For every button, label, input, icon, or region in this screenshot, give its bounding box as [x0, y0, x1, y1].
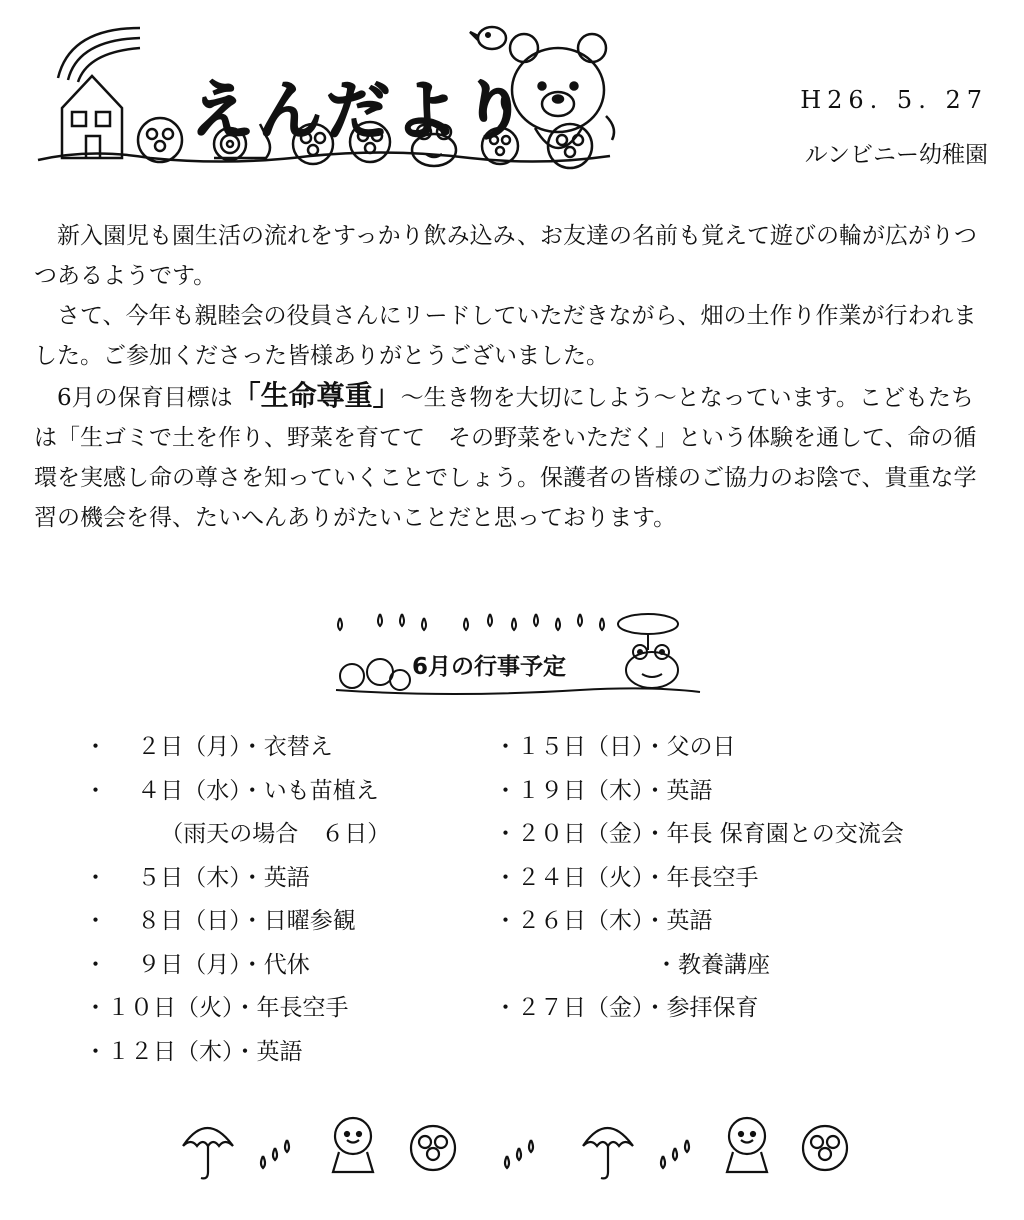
hydrangea-icon: [411, 1126, 455, 1170]
schedule-item: ・ ８日（日）・日曜参観: [84, 908, 356, 934]
raindrop-icon: [338, 614, 604, 630]
raindrops-icon: [505, 1140, 533, 1168]
teru-teru-bozu-icon: [333, 1118, 373, 1172]
schedule-item: ・２０日（金）・年長 保育園との交流会: [494, 821, 904, 847]
frog-umbrella-icon: [618, 614, 678, 688]
rainbow-icon: [58, 28, 140, 82]
umbrella-icon: [183, 1128, 233, 1178]
schedule-item: ・１９日（木）・英語: [494, 777, 713, 804]
hydrangea-icon: [803, 1126, 847, 1170]
bird-icon: [470, 27, 506, 49]
header-meta: [800, 86, 988, 169]
schedule-title: 6月の行事予定: [412, 654, 567, 680]
monthly-goal: 「生命尊重」: [232, 379, 401, 412]
umbrella-icon: [583, 1128, 633, 1178]
hydrangea-icon: [340, 659, 410, 690]
teru-teru-bozu-icon: [727, 1118, 767, 1172]
issue-date: H26. 5. 27: [800, 86, 988, 114]
schedule-list-right: [494, 726, 904, 1031]
newsletter-body: [34, 216, 992, 538]
schedule-item-note: （雨天の場合 ６日）: [84, 821, 391, 847]
schedule-header: [330, 604, 710, 704]
house-icon: [62, 76, 122, 158]
paragraph-3-rest: ～生き物を大切にしよう～となっています。こどもたちは「生ゴミで土を作り、野菜を育てて その野菜をいただく」という体験を通して、命の循環を実感し命の尊さを知っていくことでしょう。保護者の皆様のご協力のお陰で、貴重な学習の機会を得、たいへんありがたいことだと思っております。: [34, 385, 977, 531]
paragraph-3-lead: 6月の保育目標は: [57, 385, 233, 411]
schedule-item: ・ ４日（水）・いも苗植え: [84, 777, 379, 804]
footer-decoration: [175, 1108, 875, 1188]
raindrops-icon: [261, 1140, 289, 1168]
schedule-item: ・１２日（木）・英語: [84, 1038, 303, 1065]
paragraph-2: さて、今年も親睦会の役員さんにリードしていただきながら、畑の土作り作業が行われました。ご参加くださった皆様ありがとうございました。: [34, 303, 977, 369]
schedule-item: ・１５日（日）・父の日: [494, 734, 736, 760]
schedule-item: ・ ２日（月）・衣替え: [84, 734, 333, 760]
raindrops-icon: [661, 1140, 689, 1168]
header-banner: [30, 8, 620, 193]
school-name: ルンビニー幼稚園: [804, 142, 988, 168]
schedule-list-left: [84, 726, 390, 1074]
schedule-item: ・１０日（火）・年長空手: [84, 995, 349, 1021]
schedule-item-extra: ・教養講座: [494, 951, 770, 978]
footer-illustration: [175, 1108, 875, 1188]
schedule-item: ・ ９日（月）・代休: [84, 951, 310, 978]
paragraph-3: [34, 376, 992, 538]
schedule-item: ・２６日（木）・英語: [494, 908, 713, 934]
schedule-item: ・ ５日（木）・英語: [84, 864, 310, 891]
paragraph-1: 新入園児も園生活の流れをすっかり飲み込み、お友達の名前も覚えて遊びの輪が広がりつつあるようです。: [34, 223, 977, 289]
schedule-item: ・２４日（火）・年長空手: [494, 864, 759, 891]
newsletter-title: えんだより: [190, 75, 530, 149]
schedule-item: ・２７日（金）・参拝保育: [494, 995, 759, 1021]
